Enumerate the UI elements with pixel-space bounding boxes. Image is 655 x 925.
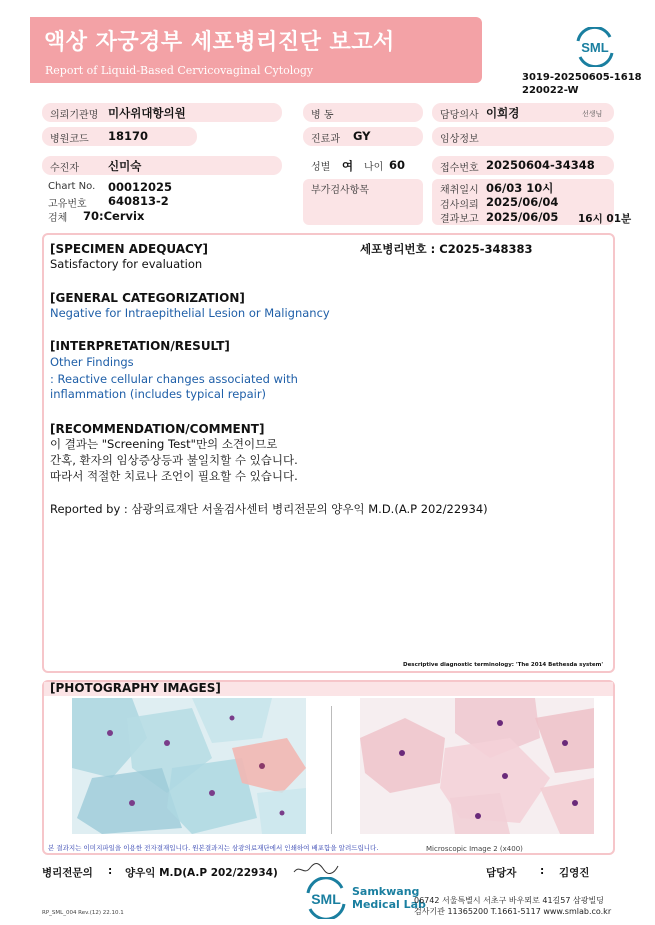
extra-test-label: 부가검사항목 [311,185,369,196]
report-title-en: Report of Liquid-Based Cervicovaginal Cytology [45,64,314,77]
specimen-value: 70:Cervix [83,209,145,223]
cytology-number: 세포병리번호 : C2025-348383 [360,242,533,256]
general-text: Negative for Intraepithelial Lesion or Malignancy [50,306,330,320]
manager-colon: : [540,865,545,877]
samkwang-logo-icon [303,877,349,919]
clinical-label: 임상정보 [440,134,479,145]
collect-value: 06/03 10시 [486,181,554,195]
adequacy-heading: [SPECIMEN ADEQUACY] [50,242,209,256]
recommendation-heading: [RECOMMENDATION/COMMENT] [50,422,265,436]
doctor-suffix: 선생님 [582,110,603,118]
svg-text:SML: SML [311,891,341,907]
terminology-note: Descriptive diagnostic terminology: 'The 2014 Bethesda system' [403,662,604,668]
manager-value: 김영진 [559,867,590,879]
dept-label: 진료과 [311,134,340,145]
result-time: 16시 01분 [578,213,632,225]
hospital-label: 의뢰기관명 [50,110,99,121]
request-label: 검사의뢰 [440,200,479,211]
collect-label: 채취일시 [440,185,479,196]
code-label: 병원코드 [50,134,89,145]
report-title-band [30,17,482,83]
code-value: 18170 [108,129,149,143]
chart-value: 00012025 [108,180,173,194]
hospital-value: 미사위대항의원 [108,106,186,120]
request-value: 2025/06/04 [486,195,559,209]
age-label: 나이 [364,162,384,173]
adequacy-text: Satisfactory for evaluation [50,257,203,271]
electronic-approval-notice: 본 결과지는 이미지파일을 이용한 전자결재입니다. 원본결과지는 삼광의료재단에서 인쇄하여 배포함을 알려드립니다. [48,844,379,852]
interpretation-line1: Other Findings [50,355,134,369]
ward-label: 병 동 [311,110,334,121]
interpretation-line2: : Reactive cellular changes associated with [50,372,298,386]
lab-address-line1: 06742 서울특별시 서초구 바우뫼로 41길57 삼광빌딩 [414,896,604,905]
reported-by: Reported by : 삼광의료재단 서울검사센터 병리전문의 양우익 M.D.(A.P 202/22934) [50,502,488,516]
interpretation-heading: [INTERPRETATION/RESULT] [50,339,230,353]
general-heading: [GENERAL CATEGORIZATION] [50,291,245,305]
photo-caption-2: Microscopic Image 2 (x400) [426,845,523,853]
pathologist-label: 병리전문의 [42,867,93,879]
report-title-ko: 액상 자궁경부 세포병리진단 보고서 [44,30,395,55]
report-number-line1: 3019-20250605-1618 [522,72,642,83]
photo-divider [331,706,332,834]
unique-value: 640813-2 [108,194,169,208]
receipt-value: 20250604-34348 [486,158,595,172]
document-code: RP_SML_004 Rev.(12) 22.10.1 [42,910,124,916]
manager-label: 담당자 [486,867,517,879]
age-value: 60 [389,158,406,172]
sex-label: 성별 [311,162,331,173]
photography-heading: [PHOTOGRAPHY IMAGES] [50,681,221,695]
unique-label: 고유번호 [48,199,87,210]
sml-logo-text: SML [581,40,609,55]
receipt-label: 접수번호 [440,163,479,174]
result-label: 결과보고 [440,214,479,225]
doctor-label: 담당의사 [440,110,479,121]
lab-name-line1: Samkwang [352,885,420,898]
signature-icon [292,860,340,878]
recommendation-line2: 간혹, 환자의 임상증상등과 불일치할 수 있습니다. [50,453,298,467]
sex-value: 여 [342,159,354,173]
lab-address-line2: 검사기관 11365200 T.1661-5117 www.smlab.co.kr [414,907,612,916]
patient-value: 신미숙 [108,159,142,173]
pathologist-value: 양우익 M.D(A.P 202/22934) [125,867,278,879]
lab-name-line2: Medical Lab [352,898,426,911]
pathologist-colon: : [108,865,113,877]
report-number-line2: 220022-W [522,85,579,96]
patient-label: 수진자 [50,163,79,174]
specimen-label: 검체 [48,213,68,224]
interpretation-line3: inflammation (includes typical repair) [50,387,267,401]
result-value: 2025/06/05 [486,210,559,224]
recommendation-line1: 이 결과는 "Screening Test"만의 소견이므로 [50,437,278,451]
chart-label: Chart No. [48,181,96,192]
doctor-value: 이희경 [486,106,520,120]
recommendation-line3: 따라서 적절한 치료나 조언이 필요할 수 있습니다. [50,469,298,483]
sml-logo-icon [572,27,618,67]
dept-value: GY [353,129,371,143]
microscopic-image-2 [360,698,594,834]
microscopic-image-1 [72,698,306,834]
lab-address [414,895,611,917]
report-number [522,71,642,97]
